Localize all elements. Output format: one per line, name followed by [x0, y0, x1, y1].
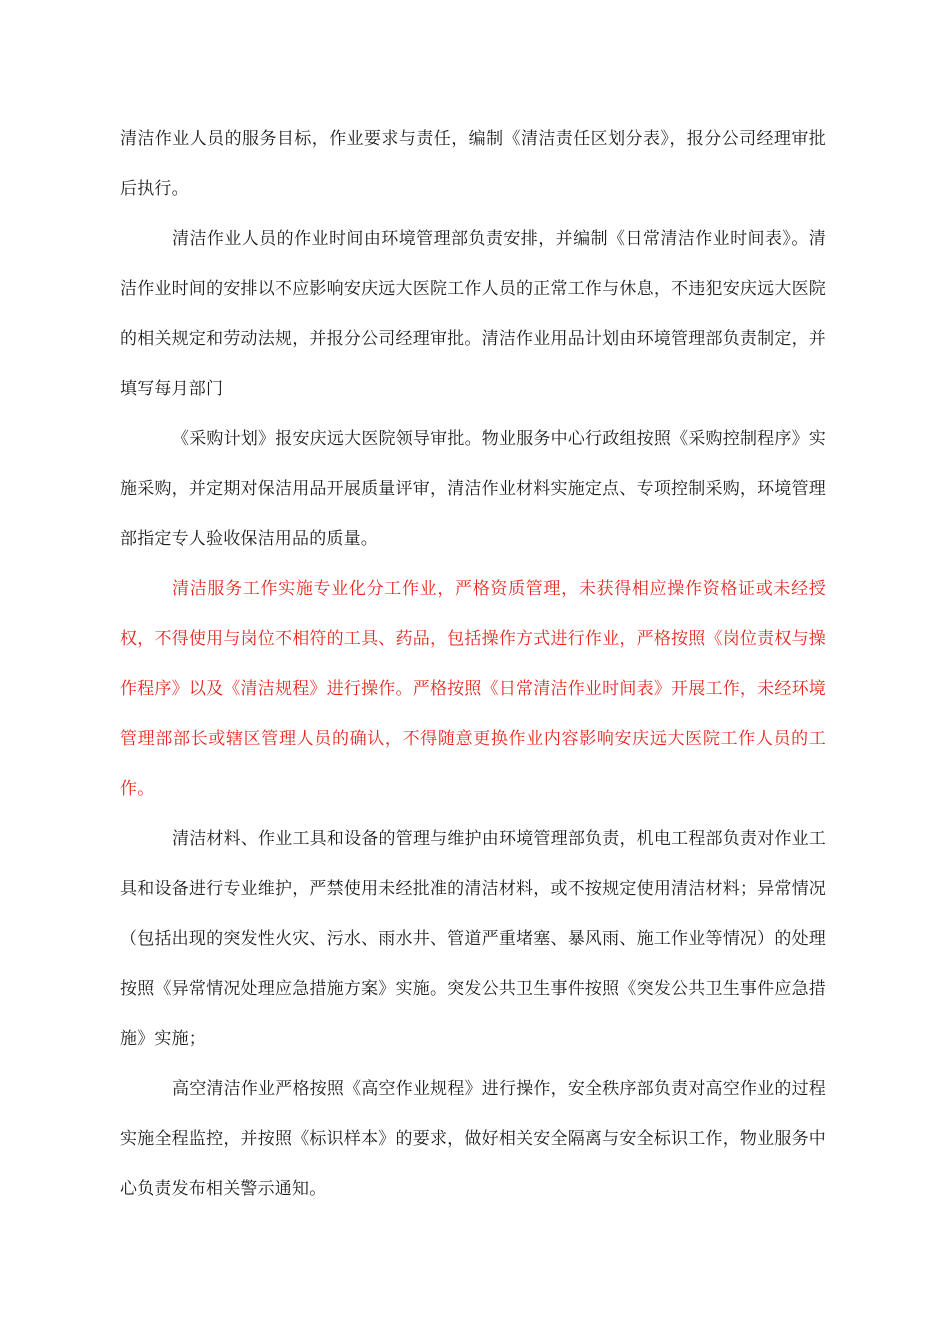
paragraph-3: 《采购计划》报安庆远大医院领导审批。物业服务中心行政组按照《采购控制程序》实施采购，并定期对保洁用品开展质量评审，清洁作业材料实施定点、专项控制采购，环境管理部指定专人验收保洁用品的质量。 [120, 429, 826, 549]
paragraph-1: 清洁作业人员的服务目标，作业要求与责任，编制《清洁责任区划分表》，报分公司经理审批后执行。 [120, 129, 826, 199]
paragraph-4-highlighted: 清洁服务工作实施专业化分工作业，严格资质管理，未获得相应操作资格证或未经授权，不得使用与岗位不相符的工具、药品，包括操作方式进行作业，严格按照《岗位责权与操作程序》以及《清洁规程》进行操作。严格按照《日常清洁作业时间表》开展工作，未经环境管理部部长或辖区管理人员的确认，不得随意更换作业内容影响安庆远大医院工作人员的工作。 [120, 579, 826, 799]
paragraph-2: 清洁作业人员的作业时间由环境管理部负责安排，并编制《日常清洁作业时间表》。清洁作业时间的安排以不应影响安庆远大医院工作人员的正常工作与休息，不违犯安庆远大医院的相关规定和劳动法规，并报分公司经理审批。清洁作业用品计划由环境管理部负责制定，并填写每月部门 [120, 229, 826, 399]
paragraph-5: 清洁材料、作业工具和设备的管理与维护由环境管理部负责，机电工程部负责对作业工具和设备进行专业维护，严禁使用未经批准的清洁材料，或不按规定使用清洁材料；异常情况（包括出现的突发性火灾、污水、雨水井、管道严重堵塞、暴风雨、施工作业等情况）的处理按照《异常情况处理应急措施方案》实施。突发公共卫生事件按照《突发公共卫生事件应急措施》实施； [120, 829, 826, 1049]
paragraph-6: 高空清洁作业严格按照《高空作业规程》进行操作，安全秩序部负责对高空作业的过程实施全程监控，并按照《标识样本》的要求，做好相关安全隔离与安全标识工作，物业服务中心负责发布相关警示通知。 [120, 1079, 826, 1199]
document-body [120, 114, 826, 1214]
